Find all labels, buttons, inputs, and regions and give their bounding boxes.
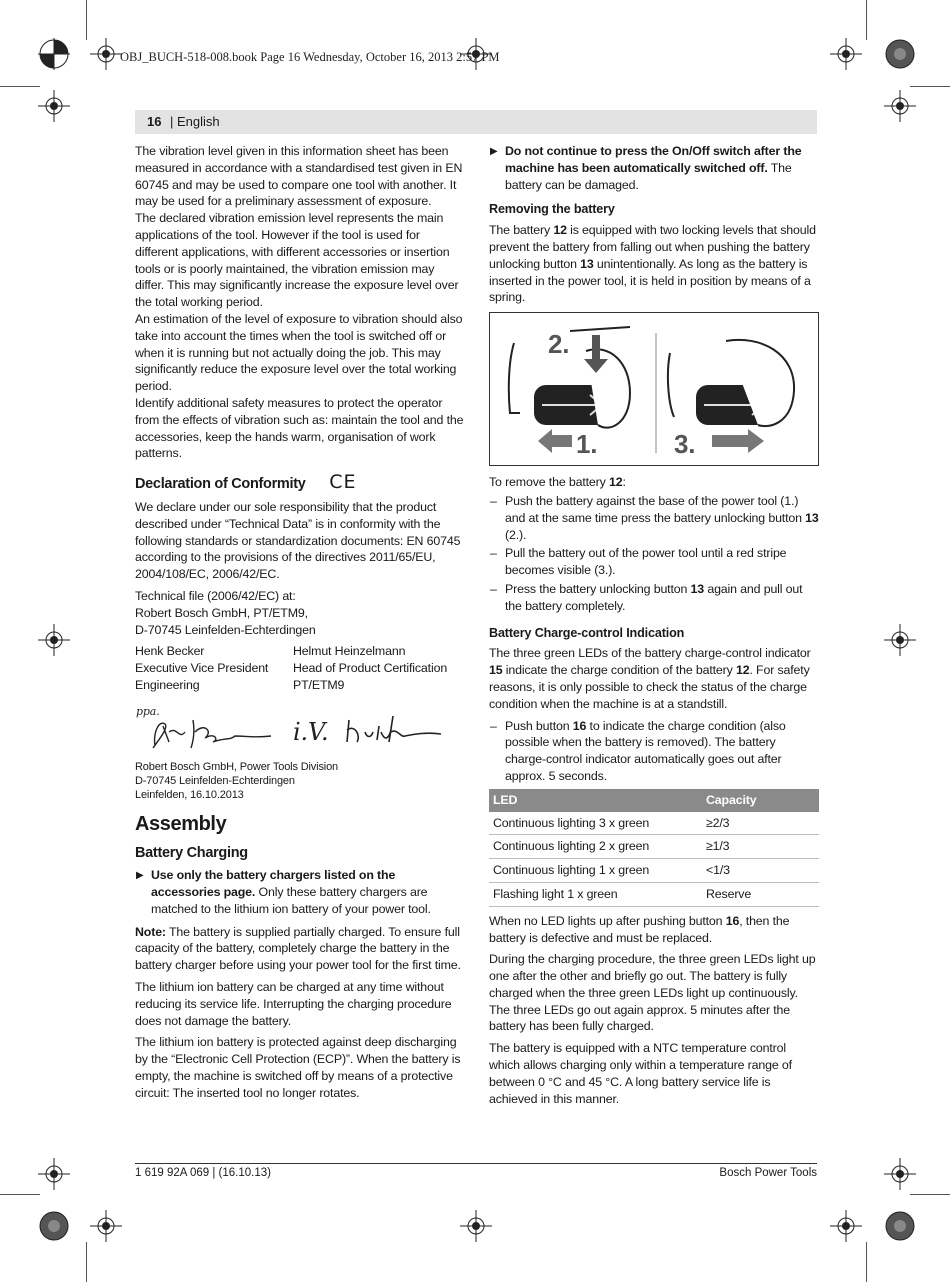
signer-title: Engineering: [135, 677, 200, 692]
company-line: D-70745 Leinfelden-Echterdingen: [135, 774, 295, 787]
list-item: – Push button 16 to indicate the charge condition (also possible when the battery is removed). The battery charge-control indicator automatically goes out after approx. 5 seconds.: [490, 718, 786, 783]
table-row: [489, 835, 819, 859]
ref-number: 13: [580, 256, 594, 271]
registration-mark-icon: [38, 1158, 70, 1190]
note: [135, 924, 465, 974]
text: (2.).: [505, 527, 527, 542]
registration-mark-icon: [830, 1210, 862, 1242]
table-cell: ≥2/3: [702, 812, 819, 835]
indication-text: [489, 645, 819, 712]
note-label: Note:: [135, 924, 166, 939]
section-heading: [135, 471, 465, 494]
ce-mark-icon: CE: [329, 471, 357, 494]
ref-number: 15: [489, 663, 503, 678]
note-text: The battery is supplied partially charged. To ensure full capacity of the battery, completely charge the battery in the battery charger before using your power tool for the first time.: [135, 924, 461, 973]
technical-file: [135, 605, 465, 622]
text: When no LED lights up after pushing button: [489, 913, 726, 928]
print-slug: OBJ_BUCH-518-008.book Page 16 Wednesday, October 16, 2013 2:57 PM: [120, 50, 500, 64]
bullet-arrow-icon: ▶: [490, 146, 498, 157]
warning-text: The battery can be damaged.: [505, 160, 792, 192]
company-line: Leinfelden, 16.10.2013: [135, 788, 244, 801]
warning-bold: Use only the battery chargers listed on the accessories page.: [151, 868, 396, 900]
registration-mark-icon: [38, 38, 70, 70]
table-header-row: [489, 789, 819, 812]
paragraph: The lithium ion battery can be charged at any time without reducing its service life. Interrupting the charging procedure does not damage the battery.: [135, 980, 452, 1028]
signature-prefix: i.V.: [293, 717, 329, 746]
paragraph: During the charging procedure, the three green LEDs light up one after the other and briefly go out. The battery is fully charged when the three green LEDs light up continuously. The three LEDs go out again approx. 5 minutes after the battery has been fully charged.: [489, 952, 816, 1034]
footer-brand: Bosch Power Tools: [719, 1167, 817, 1179]
declaration-title: Declaration of Conformity: [135, 476, 306, 493]
battery-removal-illustration: [490, 313, 818, 465]
paragraph: An estimation of the level of exposure to vibration should also take into account the times when the tool is switched off or when it is running but not actually doing the job. This may significantly reduce the exposure level over the total working period.: [135, 311, 463, 394]
text: unintentionally. As long as the battery is inserted in the power tool, it is held in position by means of a spring.: [489, 256, 811, 305]
color-target-icon: [38, 1210, 70, 1242]
page-header: [135, 110, 817, 134]
warning-text: Only these battery chargers are matched to the lithium ion battery of your power tool.: [151, 885, 431, 916]
paragraph: The lithium ion battery is protected against deep discharging by the “Electronic Cell Protection (ECP)”. When the battery is empty, the machine is switched off by means of a protective circuit: The inserted tool no longer rotates.: [135, 1035, 461, 1100]
signature-prefix: ppa.: [136, 704, 160, 718]
registration-mark-icon: [90, 1210, 122, 1242]
crop-mark: [0, 86, 40, 87]
table-header: Capacity: [702, 789, 819, 812]
text: . For safety reasons, it is only possible to check the status of the charge condition when the machine is at a standstill.: [489, 663, 810, 711]
step-label: 1.: [576, 429, 598, 460]
paragraph: The battery is equipped with a NTC temperature control which allows charging only within a temperature range of between 0 °C and 45 °C. A long battery service life is achieved in this manner.: [489, 1041, 792, 1106]
signer-title: Head of Product Certification: [293, 661, 448, 676]
left-column: [135, 143, 465, 1107]
removing-heading: Removing the battery: [489, 202, 615, 217]
footer-rule: [135, 1163, 817, 1164]
battery-removal-figure: [489, 312, 819, 466]
technical-file: [135, 588, 465, 605]
table-cell: Reserve: [702, 882, 819, 906]
step-label: 3.: [674, 429, 696, 460]
text: indicate the charge condition of the battery: [502, 663, 736, 678]
table-cell: Continuous lighting 3 x green: [489, 812, 702, 835]
table-cell: Continuous lighting 2 x green: [489, 835, 702, 859]
color-target-icon: [884, 38, 916, 70]
paragraph: The vibration level given in this information sheet has been measured in accordance with a standardised test given in EN 60745 and may be used to compare one tool with another. It may be used for a preliminary assessment of exposure.: [135, 144, 463, 209]
led-capacity-table: [489, 789, 819, 907]
assembly-heading: Assembly: [135, 812, 227, 835]
registration-mark-icon: [38, 90, 70, 122]
ref-number: 16: [725, 913, 740, 928]
signer-title: PT/ETM9: [293, 677, 345, 692]
technical-file: [135, 622, 465, 639]
page-number: 16: [147, 114, 162, 129]
signer-title: Executive Vice President: [135, 661, 269, 676]
text: , then the battery is defective and must be replaced.: [489, 913, 790, 945]
charging-warning: [135, 867, 465, 917]
text: is equipped with two locking levels that should prevent the battery from falling out when pushing the battery unlocking button: [489, 223, 816, 271]
registration-mark-icon: [884, 90, 916, 122]
registration-mark-icon: [38, 624, 70, 656]
registration-mark-icon: [884, 624, 916, 656]
registration-mark-icon: [460, 1210, 492, 1242]
text: To remove the battery: [489, 475, 609, 490]
ref-number: 12: [553, 223, 567, 238]
company-line: Robert Bosch GmbH, Power Tools Division: [135, 760, 339, 773]
technical-file-line: D-70745 Leinfelden-Echterdingen: [135, 622, 316, 637]
warning-bold: Do not continue to press the On/Off switch after the machine has been automatically switched off.: [505, 144, 802, 175]
signer-name: Henk Becker: [135, 644, 205, 659]
no-led-text: [489, 913, 819, 947]
ref-number: 12: [608, 475, 623, 490]
bullet-arrow-icon: ▶: [136, 870, 144, 882]
removing-text: [489, 222, 819, 306]
text: The three green LEDs of the battery charge-control indicator: [489, 646, 811, 661]
switch-warning: [489, 143, 819, 193]
crop-mark: [910, 86, 950, 87]
ref-number: 13: [805, 510, 819, 525]
text: to indicate the charge condition (also possible when the battery is removed). The battery charge-control indicator automatically goes out after approx. 5 seconds.: [505, 718, 786, 783]
indication-heading: Battery Charge-control Indication: [489, 625, 685, 640]
technical-file-line: Robert Bosch GmbH, PT/ETM9,: [135, 605, 308, 620]
ref-number: 16: [572, 718, 587, 733]
ref-number: 12: [735, 663, 750, 678]
registration-mark-icon: [884, 1158, 916, 1190]
crop-mark: [910, 1194, 950, 1195]
table-cell: <1/3: [702, 859, 819, 883]
paragraph: Identify additional safety measures to protect the operator from the effects of vibration such as: maintain the tool and the accessories, keep the hands warm, organisation of work patterns.: [135, 395, 464, 461]
table-row: [489, 859, 819, 883]
registration-mark-icon: [830, 38, 862, 70]
handwritten-signatures: [135, 702, 465, 758]
signer-name: Helmut Heinzelmann: [293, 644, 406, 659]
list-item: – Push the battery against the base of the power tool (1.) and at the same time press the battery unlocking button 13 (2.).: [490, 493, 819, 542]
crop-mark: [86, 0, 87, 40]
battery-charging-heading: Battery Charging: [135, 844, 248, 861]
table-row: [489, 882, 819, 906]
right-column: [489, 143, 819, 1112]
text: again and pull out the battery completely.: [505, 581, 803, 613]
table-header: LED: [489, 789, 702, 812]
to-remove-intro: [489, 474, 819, 491]
table-row: [489, 812, 819, 835]
header-language: | English: [170, 114, 220, 129]
crop-mark: [0, 1194, 40, 1195]
table-cell: Flashing light 1 x green: [489, 882, 702, 906]
crop-mark: [866, 1242, 867, 1282]
text: Push button: [505, 718, 573, 733]
declaration-text: We declare under our sole responsibility that the product described under “Technical Data” is in conformity with the following standards or standardization documents: EN 60745 according to the provisions of the directives 2011/65/EU, 2004/108/EC, 2006/42/EC.: [135, 499, 461, 582]
text: Pull the battery out of the power tool until a red stripe becomes visible (3.).: [505, 546, 787, 578]
list-item: – Pull the battery out of the power tool until a red stripe becomes visible (3.).: [490, 546, 787, 578]
table-cell: Continuous lighting 1 x green: [489, 859, 702, 883]
footer-doc-number: 1 619 92A 069 | (16.10.13): [135, 1167, 271, 1179]
text: Push the battery against the base of the power tool (1.) and at the same time press the battery unlocking button: [505, 493, 806, 525]
text: The battery: [489, 223, 554, 238]
color-target-icon: [884, 1210, 916, 1242]
step-label: 2.: [548, 329, 570, 360]
ref-number: 13: [690, 581, 705, 596]
list-item: – Press the battery unlocking button 13 again and pull out the battery completely.: [490, 581, 803, 613]
text: Press the battery unlocking button: [505, 581, 691, 596]
crop-mark: [866, 0, 867, 40]
signatories: [135, 643, 465, 693]
paragraph: The declared vibration emission level represents the main applications of the tool. However if the tool is used for different applications, with different accessories or insertion tools or is poorly maintained, the vibration emission may differ. This may significantly increase the exposure level over the total working period.: [135, 211, 459, 310]
table-cell: ≥1/3: [702, 835, 819, 859]
crop-mark: [86, 1242, 87, 1282]
text: :: [622, 475, 626, 490]
registration-mark-icon: [90, 38, 122, 70]
technical-file-line: Technical file (2006/42/EC) at:: [135, 588, 296, 603]
